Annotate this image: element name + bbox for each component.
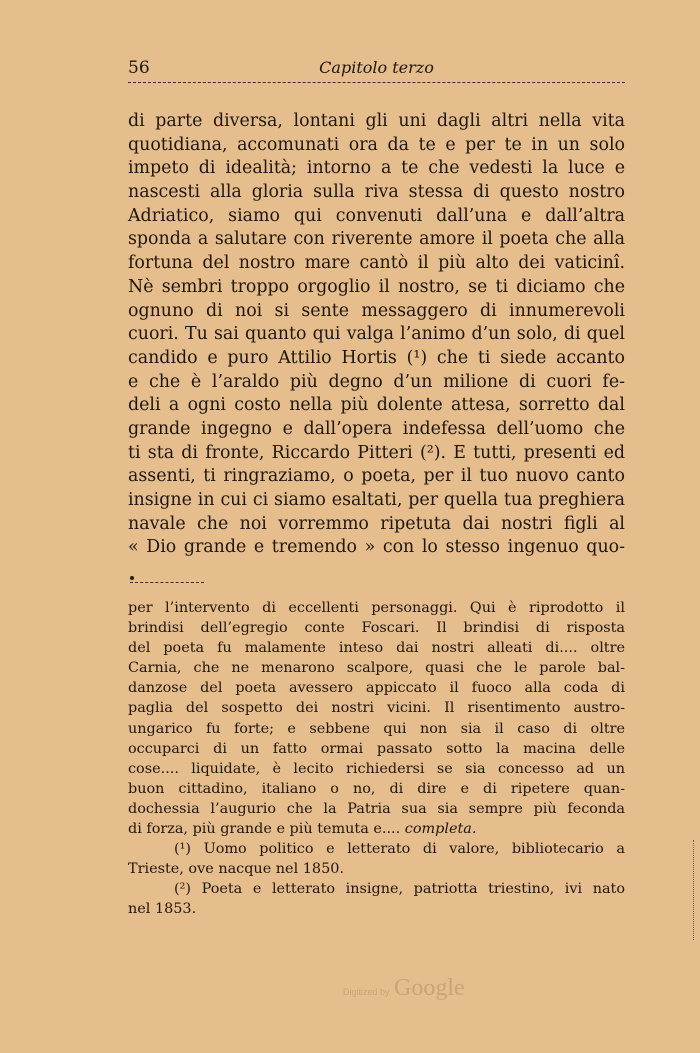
footnote-line: per l’intervento di eccellenti personaggi. Qui è riprodotto il xyxy=(128,600,625,616)
text-line: candido e puro Attilio Hortis (¹) che ti siede accanto xyxy=(128,347,625,368)
text-line: assenti, ti ringraziamo, o poeta, per il tuo nuovo canto xyxy=(128,466,625,487)
footnote-line: danzose del poeta avessero appiccato il fuoco alla coda di xyxy=(128,680,625,697)
footnote-line: del poeta fu malamente inteso dai nostri alleati di.... oltre xyxy=(128,640,625,657)
footnote-line: ungarico fu forte; e sebbene qui non sia il caso di oltre xyxy=(128,720,625,737)
text-line: grande ingegno e dall’opera indefessa dell’uomo che xyxy=(128,418,625,439)
text-line: Nè sembri troppo orgoglio il nostro, se ti diciamo che xyxy=(128,276,625,297)
note-2-line: nel 1853. xyxy=(128,901,197,918)
footnote-text: di forza, più grande e più temuta e.... xyxy=(128,821,401,838)
text-line: impeto di idealità; intorno a te che vedesti la luce e xyxy=(128,158,625,179)
footnote-rule xyxy=(130,582,204,583)
text-line: Adriatico, siamo qui convenuti dall’una e dall’altra xyxy=(128,205,625,226)
google-watermark xyxy=(343,975,465,1002)
text-line: nascesti alla gloria sulla riva stessa di questo nostro xyxy=(128,182,625,203)
text-line: fortuna del nostro mare cantò il più alto dei vaticinî. xyxy=(128,253,625,274)
footnote-line: buon cittadino, italiano o no, di dire e di ripetere quan- xyxy=(128,780,625,797)
text-line: insigne in cui ci siamo esaltati, per quella tua preghiera xyxy=(128,490,625,510)
note-1-line: Trieste, ove nacque nel 1850. xyxy=(128,861,344,878)
page-edge xyxy=(691,840,694,940)
main-text xyxy=(128,110,625,560)
footnote-line: occuparci di un fatto ormai passato sotto la macina delle xyxy=(128,740,625,757)
text-line: « Dio grande e tremendo » con lo stesso ingenuo quo- xyxy=(128,537,625,558)
text-line: ognuno di noi si sente messaggero di innumerevoli xyxy=(128,300,625,321)
text-line: navale che noi vorremmo ripetuta dai nostri figli al xyxy=(128,513,625,534)
footnote-line: paglia del sospetto dei nostri vicini. Il risentimento austro- xyxy=(128,700,625,717)
footnote-line xyxy=(128,819,625,839)
header-rule xyxy=(128,82,625,83)
watermark-prefix: Digitized by xyxy=(343,987,390,997)
text-line: ti sta di fronte, Riccardo Pitteri (²). E tutti, presenti ed xyxy=(128,442,625,463)
text-line: deli a ogni costo nella più dolente attesa, sorretto dal xyxy=(128,395,625,416)
note-2-line: (²) Poeta e letterato insigne, patriotta triestino, ivi nato xyxy=(174,881,625,898)
italic-word: completa. xyxy=(404,821,477,838)
footnote-mark xyxy=(130,576,134,580)
footnote-line: cose.... liquidate, è lecito richiedersi se sia concesso ad un xyxy=(128,760,625,777)
footnote-line: brindisi dell’egregio conte Foscari. Il brindisi di risposta xyxy=(128,620,625,637)
text-line: di parte diversa, lontani gli uni dagli altri nella vita xyxy=(128,111,625,131)
text-line: cuori. Tu sai quanto qui valga l’animo d’un solo, di quel xyxy=(128,324,625,345)
text-line: e che è l’araldo più degno d’un milione di cuori fe- xyxy=(128,371,625,392)
footnotes xyxy=(128,598,625,920)
running-title: Capitolo terzo xyxy=(319,58,434,77)
text-line: quotidiana, accomunati ora da te e per te in un solo xyxy=(128,134,625,155)
footnote-line: dochessia l’augurio che la Patria sua sia sempre più feconda xyxy=(128,800,625,817)
running-header xyxy=(128,58,625,82)
page-number: 56 xyxy=(128,58,150,78)
watermark-brand: Google xyxy=(393,975,465,1001)
footnote-line: Carnia, che ne menarono scalpore, quasi che le parole bal- xyxy=(128,660,625,677)
note-1-line: (¹) Uomo politico e letterato di valore, bibliotecario a xyxy=(174,841,625,858)
text-line: sponda a salutare con riverente amore il poeta che alla xyxy=(128,229,625,250)
